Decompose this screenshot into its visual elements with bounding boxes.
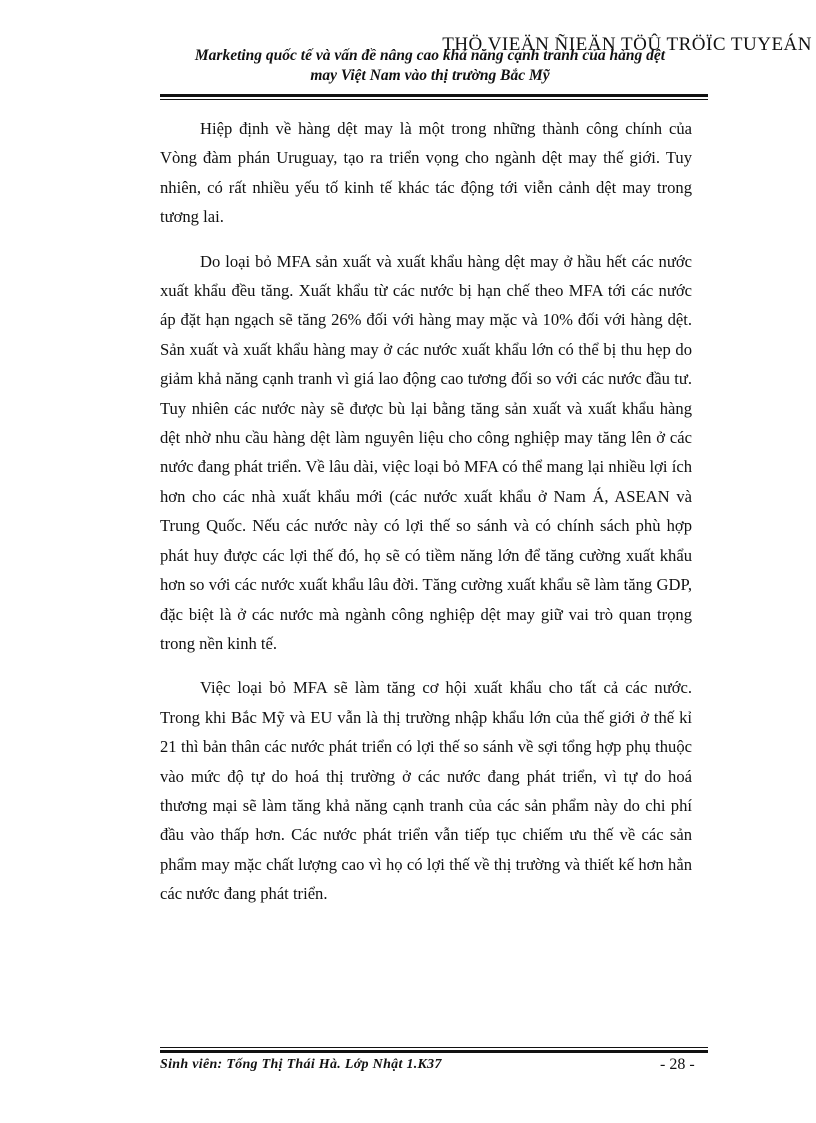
footer-student: Sinh viên: Tống Thị Thái Hà. Lớp Nhật 1.K37: [160, 1057, 442, 1072]
document-body: [160, 114, 692, 924]
watermark: THÖ VIEÄN ÑIEÄN TÖÛ TRÖÏC TUYEÁN: [442, 34, 812, 55]
page-number: - 28 -: [660, 1056, 695, 1073]
footer-rule-thick: [160, 1050, 708, 1053]
page-header: [150, 46, 710, 86]
paragraph: Việc loại bỏ MFA sẽ làm tăng cơ hội xuất khẩu cho tất cả các nước. Trong khi Bắc Mỹ và EU vẫn là thị trường nhập khẩu lớn của thế giới ở thế kỉ 21 thì bản thân các nước phát triển có lợi thế so sánh về sợi tổng hợp phụ thuộc vào mức độ tự do hoá thị trường ở các nước đang phát triển, vì tự do hoá thương mại sẽ làm tăng khả năng cạnh tranh của các sản phẩm này do chi phí đầu vào thấp hơn. Các nước phát triển vẫn tiếp tục chiếm ưu thế về các sản phẩm may mặc chất lượng cao vì họ có lợi thế về thị trường và thiết kế hơn hẳn các nước đang phát triển.: [160, 678, 692, 904]
header-rule-thin: [160, 99, 708, 100]
paragraph: Do loại bỏ MFA sản xuất và xuất khẩu hàng dệt may ở hầu hết các nước xuất khẩu đều tăng. Xuất khẩu từ các nước bị hạn chế theo MFA tới các nước áp đặt hạn ngạch sẽ tăng 26% đối với hàng may mặc và 10% đối với hàng dệt. Sản xuất và xuất khẩu hàng may ở các nước xuất khẩu lớn có thể bị thu hẹp do giảm khả năng cạnh tranh vì giá lao động cao tương đối so với các nước đầu tư. Tuy nhiên các nước này sẽ được bù lại bằng tăng sản xuất và xuất khẩu hàng dệt nhờ nhu cầu hàng dệt làm nguyên liệu cho công nghiệp may tăng lên ở các nước đang phát triển. Về lâu dài, việc loại bỏ MFA có thể mang lại nhiều lợi ích hơn cho các nhà xuất khẩu mới (các nước xuất khẩu ở Nam Á, ASEAN và Trung Quốc. Nếu các nước này có lợi thế so sánh và có chính sách phù hợp phát huy được các lợi thế đó, họ sẽ có tiềm năng lớn để tăng cường xuất khẩu hơn so với các nước xuất khẩu lâu đời. Tăng cường xuất khẩu sẽ làm tăng GDP, đặc biệt là ở các nước mà ngành công nghiệp dệt may giữ vai trò quan trọng trong nền kinh tế.: [160, 251, 692, 653]
paragraph: Hiệp định về hàng dệt may là một trong những thành công chính của Vòng đàm phán Uruguay, tạo ra triển vọng cho ngành dệt may thế giới. Tuy nhiên, có rất nhiều yếu tố kinh tế khác tác động tới viễn cảnh dệt may trong tương lai.: [160, 119, 692, 227]
footer-rule-thin: [160, 1047, 708, 1048]
header-line-1: Marketing quốc tế và vấn đề nâng cao khả năng cạnh tranh của hàng dệt: [194, 47, 666, 64]
header-rule-thick: [160, 94, 708, 97]
header-line-2: may Việt Nam vào thị trường Bắc Mỹ: [310, 67, 550, 84]
